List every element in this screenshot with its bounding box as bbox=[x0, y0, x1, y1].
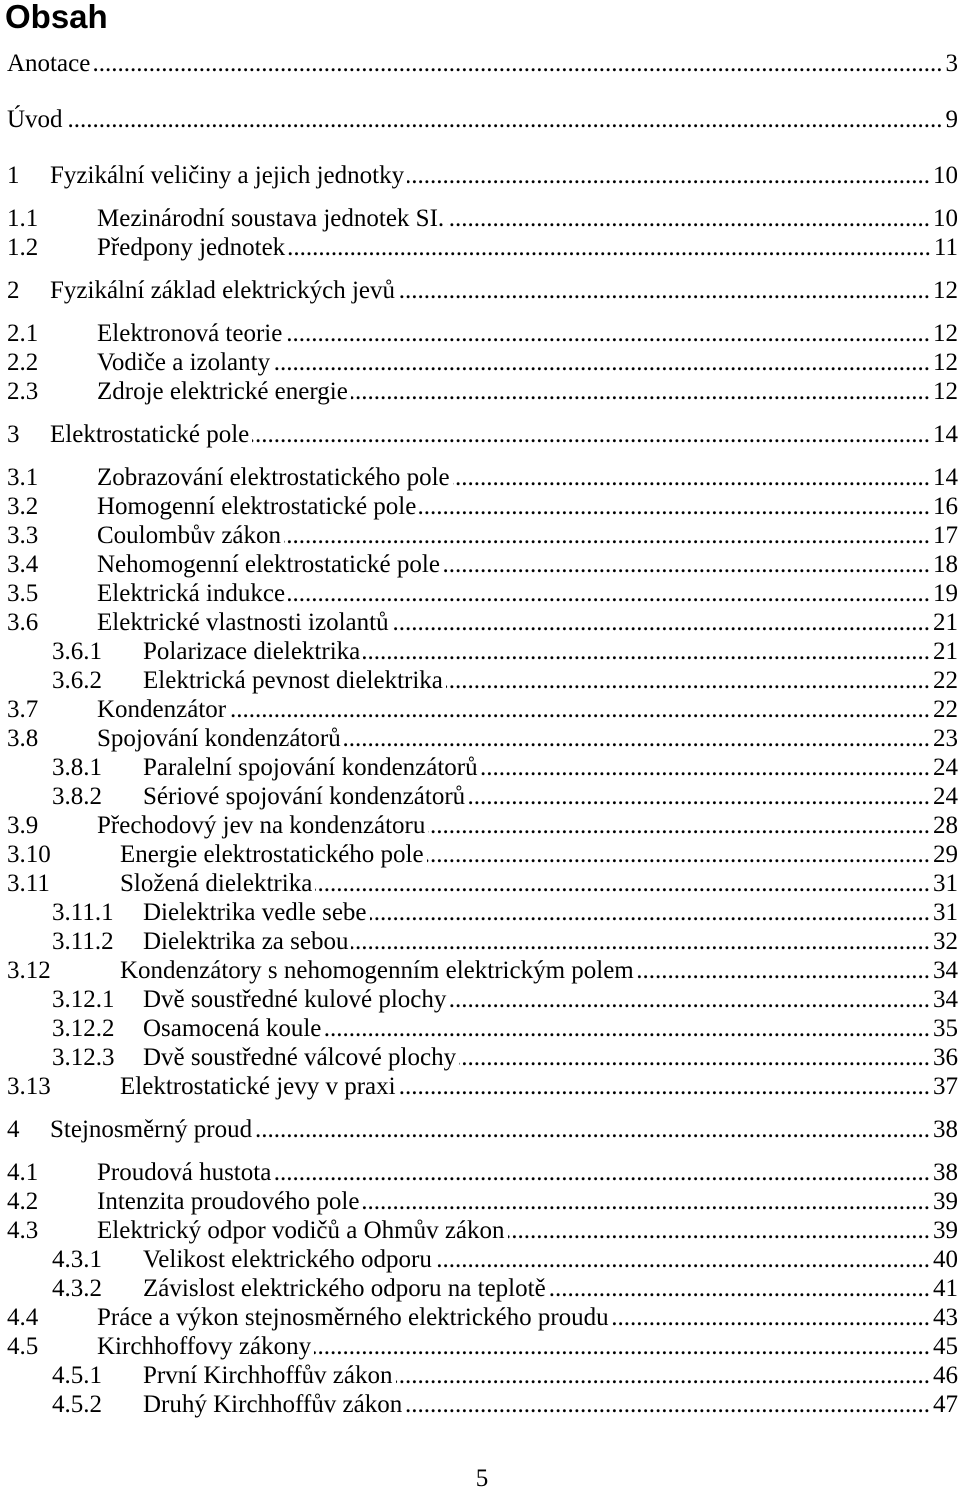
toc-entry-title: Elektronová teorie bbox=[97, 320, 283, 347]
toc-entry-title: Zdroje elektrické energie bbox=[97, 378, 348, 405]
dot-leader bbox=[427, 840, 930, 869]
dot-leader bbox=[481, 753, 930, 782]
toc-entry[interactable] bbox=[7, 1274, 958, 1303]
dot-leader bbox=[285, 319, 930, 348]
toc-entry-number: 3.6.1 bbox=[52, 638, 102, 665]
toc-entry-page: 21 bbox=[933, 609, 958, 636]
dot-leader bbox=[508, 1216, 930, 1245]
toc-entry-page: 24 bbox=[933, 754, 958, 781]
toc-entry-number: 4.5.2 bbox=[52, 1391, 102, 1418]
toc-entry[interactable] bbox=[7, 233, 958, 262]
toc-entry-number: 3.12.1 bbox=[52, 986, 115, 1013]
toc-entry[interactable] bbox=[7, 420, 958, 449]
toc-entry[interactable] bbox=[7, 204, 958, 233]
toc-entry[interactable] bbox=[7, 1245, 958, 1274]
toc-entry-number: 3.3 bbox=[7, 522, 39, 549]
toc-entry-title: Spojování kondenzátorů bbox=[97, 725, 341, 752]
toc-entry-page: 9 bbox=[945, 106, 958, 133]
toc-entry-page: 3 bbox=[945, 50, 958, 77]
toc-entry[interactable] bbox=[7, 1216, 958, 1245]
dot-leader bbox=[405, 1390, 930, 1419]
toc-entry[interactable] bbox=[7, 637, 958, 666]
toc-entry-page: 36 bbox=[933, 1044, 958, 1071]
toc-entry-page: 21 bbox=[933, 638, 958, 665]
toc-entry-title: Coulombův zákon bbox=[97, 522, 282, 549]
toc-entry[interactable] bbox=[7, 666, 958, 695]
dot-leader bbox=[284, 521, 930, 550]
toc-entry-title: Homogenní elektrostatické pole bbox=[97, 493, 417, 520]
toc-entry-page: 10 bbox=[933, 205, 958, 232]
toc-entry-number: 3.1 bbox=[7, 464, 39, 491]
toc-entry-number: 3.11.2 bbox=[52, 928, 114, 955]
toc-entry-title: Práce a výkon stejnosměrného elektrického proudu bbox=[97, 1304, 609, 1331]
toc-entry-title: Elektrické vlastnosti izolantů bbox=[97, 609, 389, 636]
toc-entry[interactable] bbox=[7, 579, 958, 608]
toc-entry[interactable] bbox=[7, 898, 958, 927]
dot-leader bbox=[549, 1274, 930, 1303]
dot-leader bbox=[453, 463, 930, 492]
toc-entry[interactable] bbox=[7, 1361, 958, 1390]
toc-entry[interactable] bbox=[7, 608, 958, 637]
toc-entry-title: Paralelní spojování kondenzátorů bbox=[143, 754, 478, 781]
dot-leader bbox=[612, 1303, 930, 1332]
toc-entry-title: Kirchhoffovy zákony bbox=[97, 1333, 312, 1360]
dot-leader bbox=[446, 666, 930, 695]
toc-entry-page: 10 bbox=[933, 162, 958, 189]
toc-entry[interactable] bbox=[7, 1043, 958, 1072]
toc-entry-page: 17 bbox=[933, 522, 958, 549]
page-number: 5 bbox=[475, 1465, 489, 1492]
toc-entry[interactable] bbox=[7, 985, 958, 1014]
toc-entry-page: 38 bbox=[933, 1159, 958, 1186]
toc-entry-page: 12 bbox=[933, 277, 958, 304]
toc-entry[interactable] bbox=[7, 105, 958, 134]
toc-entry-number: 3 bbox=[7, 421, 20, 448]
toc-entry-title: Úvod bbox=[7, 106, 63, 133]
dot-leader bbox=[93, 49, 942, 78]
toc-entry-page: 39 bbox=[933, 1217, 958, 1244]
toc-entry-page: 38 bbox=[933, 1116, 958, 1143]
toc-entry-title: Velikost elektrického odporu bbox=[143, 1246, 432, 1273]
toc-entry[interactable] bbox=[7, 521, 958, 550]
toc-entry-page: 19 bbox=[933, 580, 958, 607]
toc-entry-page: 29 bbox=[933, 841, 958, 868]
toc-entry-page: 12 bbox=[933, 320, 958, 347]
dot-leader bbox=[315, 869, 930, 898]
toc-entry-title: První Kirchhoffův zákon bbox=[143, 1362, 393, 1389]
toc-entry-page: 14 bbox=[933, 421, 958, 448]
toc-entry-number: 3.11 bbox=[7, 870, 50, 897]
toc-entry[interactable] bbox=[7, 492, 958, 521]
toc-entry[interactable] bbox=[7, 161, 958, 190]
toc-entry-number: 3.8.2 bbox=[52, 783, 102, 810]
toc-entry-title: Osamocená koule bbox=[143, 1015, 322, 1042]
toc-entry-number: 1.1 bbox=[7, 205, 39, 232]
toc-entry-page: 39 bbox=[933, 1188, 958, 1215]
toc-entry[interactable] bbox=[7, 695, 958, 724]
toc-entry[interactable] bbox=[7, 1332, 958, 1361]
toc-entry-page: 40 bbox=[933, 1246, 958, 1273]
toc-entry[interactable] bbox=[7, 1303, 958, 1332]
toc-entry-number: 4.4 bbox=[7, 1304, 39, 1331]
toc-entry-number: 4 bbox=[7, 1116, 20, 1143]
dot-leader bbox=[314, 1332, 930, 1361]
toc-entry-title: Druhý Kirchhoffův zákon bbox=[143, 1391, 403, 1418]
toc-entry-number: 2.3 bbox=[7, 378, 39, 405]
dot-leader bbox=[274, 1158, 930, 1187]
toc-entry-page: 46 bbox=[933, 1362, 958, 1389]
dot-leader bbox=[399, 1072, 930, 1101]
dot-leader bbox=[324, 1014, 930, 1043]
toc-entry[interactable] bbox=[7, 463, 958, 492]
dot-leader bbox=[392, 608, 930, 637]
dot-leader bbox=[252, 420, 930, 449]
toc-entry-number: 4.3.2 bbox=[52, 1275, 102, 1302]
toc-entry[interactable] bbox=[7, 550, 958, 579]
toc-entry[interactable] bbox=[7, 348, 958, 377]
toc-entry-page: 34 bbox=[933, 986, 958, 1013]
toc-entry-title: Mezinárodní soustava jednotek SI. bbox=[97, 205, 445, 232]
toc-entry[interactable] bbox=[7, 1390, 958, 1419]
toc-entry[interactable] bbox=[7, 1158, 958, 1187]
toc-entry[interactable] bbox=[7, 782, 958, 811]
dot-leader bbox=[273, 348, 930, 377]
toc-entry-page: 22 bbox=[933, 667, 958, 694]
toc-entry-title: Závislost elektrického odporu na teplotě bbox=[143, 1275, 546, 1302]
toc-entry-page: 32 bbox=[933, 928, 958, 955]
toc-entry-number: 2.1 bbox=[7, 320, 39, 347]
toc-entry-number: 3.7 bbox=[7, 696, 39, 723]
page-title: Obsah bbox=[5, 0, 108, 35]
dot-leader bbox=[229, 695, 930, 724]
toc-entry-title: Energie elektrostatického pole bbox=[120, 841, 424, 868]
toc-entry[interactable] bbox=[7, 840, 958, 869]
toc-entry-page: 37 bbox=[933, 1073, 958, 1100]
toc-entry[interactable] bbox=[7, 1187, 958, 1216]
dot-leader bbox=[459, 1043, 930, 1072]
toc-entry-number: 4.3 bbox=[7, 1217, 39, 1244]
toc-entry-title: Kondenzátor bbox=[97, 696, 227, 723]
dot-leader bbox=[351, 927, 930, 956]
toc-entry[interactable] bbox=[7, 377, 958, 406]
toc-entry-title: Stejnosměrný proud bbox=[50, 1116, 253, 1143]
toc-entry-number: 3.6 bbox=[7, 609, 39, 636]
dot-leader bbox=[447, 204, 930, 233]
dot-leader bbox=[407, 161, 930, 190]
toc-entry-page: 41 bbox=[933, 1275, 958, 1302]
toc-entry-page: 43 bbox=[933, 1304, 958, 1331]
dot-leader bbox=[351, 377, 930, 406]
toc-entry-title: Intenzita proudového pole bbox=[97, 1188, 360, 1215]
dot-leader bbox=[66, 105, 943, 134]
toc-entry[interactable] bbox=[7, 1115, 958, 1144]
dot-leader bbox=[468, 782, 930, 811]
toc-entry-title: Dielektrika vedle sebe bbox=[143, 899, 367, 926]
toc-entry-title: Nehomogenní elektrostatické pole bbox=[97, 551, 440, 578]
toc-entry-title: Elektrický odpor vodičů a Ohmův zákon bbox=[97, 1217, 505, 1244]
toc-entry-title: Dielektrika za sebou bbox=[143, 928, 349, 955]
toc-entry-number: 3.12.2 bbox=[52, 1015, 115, 1042]
toc-entry-page: 14 bbox=[933, 464, 958, 491]
dot-leader bbox=[363, 637, 930, 666]
toc-entry-number: 3.8.1 bbox=[52, 754, 102, 781]
toc-entry-number: 2 bbox=[7, 277, 20, 304]
toc-entry-number: 3.8 bbox=[7, 725, 39, 752]
toc-entry[interactable] bbox=[7, 49, 958, 78]
toc-entry-page: 11 bbox=[933, 234, 958, 261]
dot-leader bbox=[344, 724, 930, 753]
dot-leader bbox=[637, 956, 930, 985]
toc-entry-title: Sériové spojování kondenzátorů bbox=[143, 783, 466, 810]
toc-entry-page: 45 bbox=[933, 1333, 958, 1360]
toc-entry-title: Kondenzátory s nehomogenním elektrickým polem bbox=[120, 957, 634, 984]
dot-leader bbox=[255, 1115, 930, 1144]
toc-entry[interactable] bbox=[7, 1014, 958, 1043]
toc-entry-title: Elektrostatické pole bbox=[50, 421, 250, 448]
toc-entry[interactable] bbox=[7, 753, 958, 782]
dot-leader bbox=[419, 492, 930, 521]
toc-entry-number: 3.12 bbox=[7, 957, 51, 984]
dot-leader bbox=[288, 233, 931, 262]
toc-entry[interactable] bbox=[7, 927, 958, 956]
toc-entry-page: 28 bbox=[933, 812, 958, 839]
toc-entry-number: 3.6.2 bbox=[52, 667, 102, 694]
toc-entry[interactable] bbox=[7, 724, 958, 753]
toc-entry-title: Fyzikální veličiny a jejich jednotky bbox=[50, 162, 405, 189]
toc-entry-number: 3.5 bbox=[7, 580, 39, 607]
toc-entry-number: 4.1 bbox=[7, 1159, 39, 1186]
toc-entry-title: Dvě soustředné kulové plochy bbox=[143, 986, 447, 1013]
toc-entry-page: 35 bbox=[933, 1015, 958, 1042]
toc-entry-title: Předpony jednotek bbox=[97, 234, 286, 261]
toc-entry-number: 1.2 bbox=[7, 234, 39, 261]
dot-leader bbox=[396, 1361, 931, 1390]
toc-entry-page: 22 bbox=[933, 696, 958, 723]
dot-leader bbox=[288, 579, 930, 608]
toc-entry-number: 4.5 bbox=[7, 1333, 39, 1360]
toc-entry-title: Elektrická indukce bbox=[97, 580, 286, 607]
toc-entry-page: 18 bbox=[933, 551, 958, 578]
toc-entry[interactable] bbox=[7, 811, 958, 840]
toc-entry-title: Polarizace dielektrika bbox=[143, 638, 361, 665]
dot-leader bbox=[435, 1245, 930, 1274]
toc-entry[interactable] bbox=[7, 276, 958, 305]
toc-entry-title: Fyzikální základ elektrických jevů bbox=[50, 277, 396, 304]
toc-entry[interactable] bbox=[7, 956, 958, 985]
toc-entry-page: 47 bbox=[933, 1391, 958, 1418]
toc-entry-title: Elektrická pevnost dielektrika bbox=[143, 667, 443, 694]
toc-entry-number: 1 bbox=[7, 162, 20, 189]
toc-entry-number: 3.13 bbox=[7, 1073, 51, 1100]
toc-entry-title: Dvě soustředné válcové plochy bbox=[143, 1044, 457, 1071]
toc-entry-title: Zobrazování elektrostatického pole bbox=[97, 464, 450, 491]
toc-entry-page: 31 bbox=[933, 870, 958, 897]
toc-entry-page: 16 bbox=[933, 493, 958, 520]
toc-entry-title: Vodiče a izolanty bbox=[97, 349, 271, 376]
toc-entry-page: 34 bbox=[933, 957, 958, 984]
dot-leader bbox=[362, 1187, 930, 1216]
toc-entry-number: 3.2 bbox=[7, 493, 39, 520]
toc-entry-title: Proudová hustota bbox=[97, 1159, 272, 1186]
toc-entry-number: 3.9 bbox=[7, 812, 39, 839]
toc-entry-number: 4.3.1 bbox=[52, 1246, 102, 1273]
toc-entry[interactable] bbox=[7, 869, 958, 898]
toc-entry-page: 12 bbox=[933, 349, 958, 376]
toc-entry-number: 3.10 bbox=[7, 841, 51, 868]
dot-leader bbox=[449, 985, 930, 1014]
toc-entry-number: 4.2 bbox=[7, 1188, 39, 1215]
dot-leader bbox=[398, 276, 930, 305]
toc-entry-page: 12 bbox=[933, 378, 958, 405]
toc-entry-page: 31 bbox=[933, 899, 958, 926]
toc-entry-number: 3.12.3 bbox=[52, 1044, 115, 1071]
toc-entry-title: Přechodový jev na kondenzátoru bbox=[97, 812, 426, 839]
toc-entry[interactable] bbox=[7, 319, 958, 348]
toc-entry-number: 4.5.1 bbox=[52, 1362, 102, 1389]
toc-list bbox=[7, 49, 958, 1419]
toc-entry-title: Anotace bbox=[7, 50, 91, 77]
toc-entry-title: Složená dielektrika bbox=[120, 870, 313, 897]
dot-leader bbox=[443, 550, 930, 579]
toc-entry-number: 2.2 bbox=[7, 349, 39, 376]
toc-entry-page: 23 bbox=[933, 725, 958, 752]
dot-leader bbox=[370, 898, 930, 927]
toc-entry-number: 3.11.1 bbox=[52, 899, 114, 926]
toc-entry-title: Elektrostatické jevy v praxi bbox=[120, 1073, 396, 1100]
toc-entry-page: 24 bbox=[933, 783, 958, 810]
dot-leader bbox=[428, 811, 930, 840]
toc-entry-number: 3.4 bbox=[7, 551, 39, 578]
toc-entry[interactable] bbox=[7, 1072, 958, 1101]
